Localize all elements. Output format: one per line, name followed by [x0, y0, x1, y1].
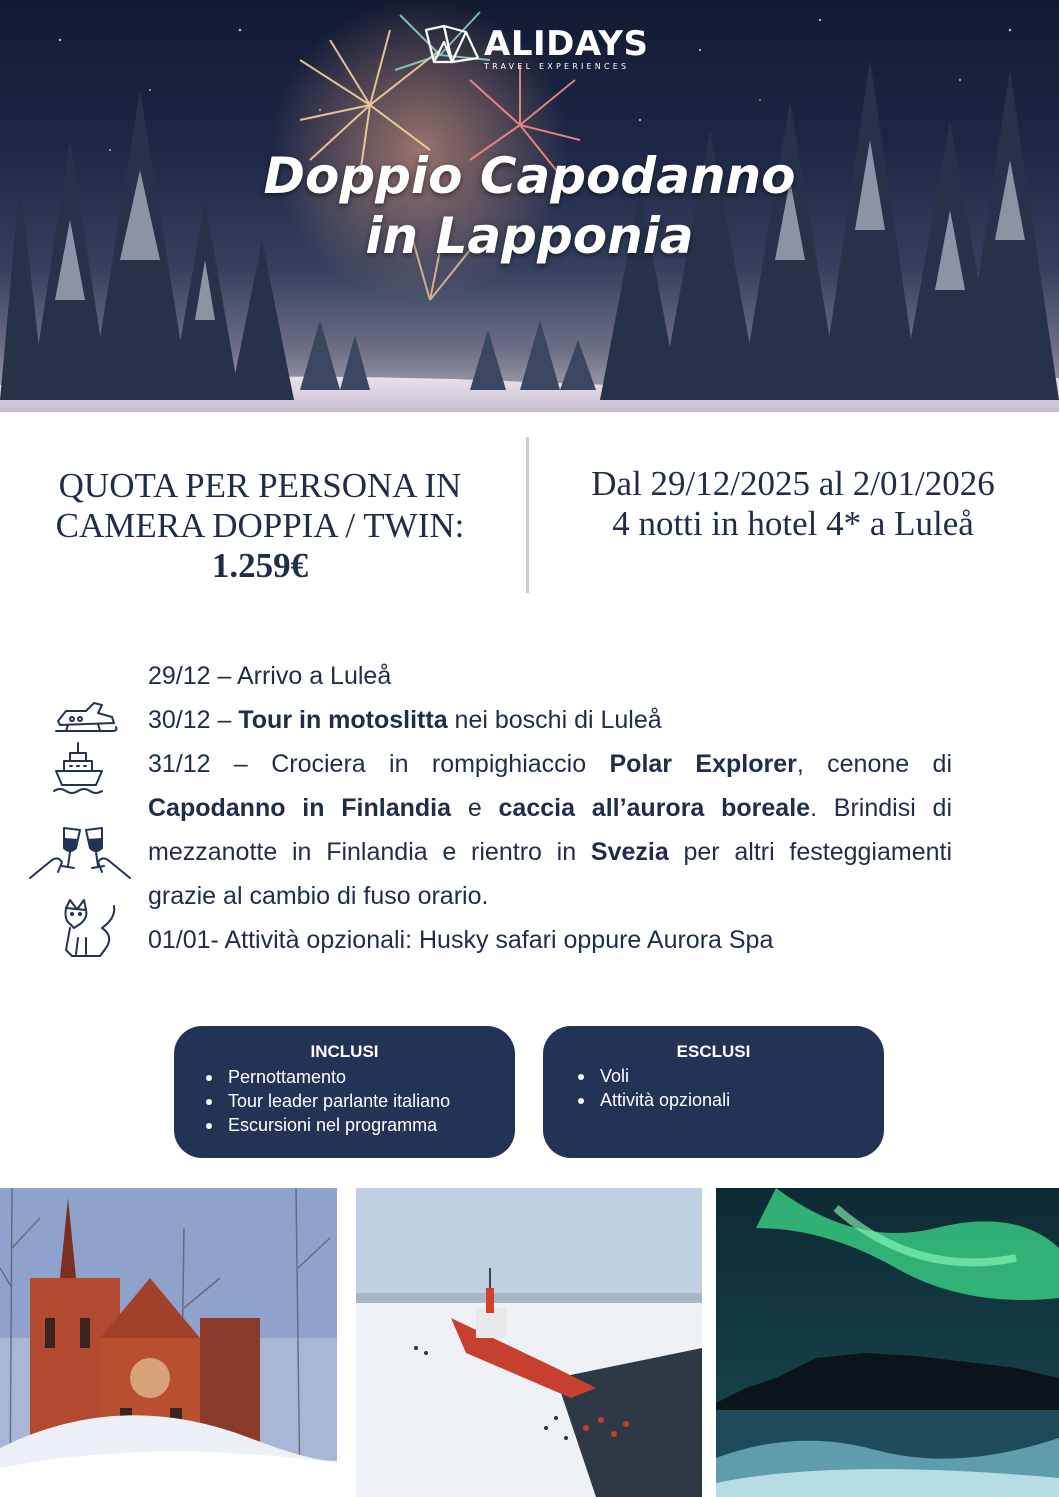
- hero-banner: [0, 0, 1059, 412]
- icebreaker-ship-image: [356, 1188, 702, 1497]
- itinerary-day-4: 01/01- Attività opzionali: Husky safari oppure Aurora Spa: [148, 926, 774, 954]
- icebreaker-photo: [356, 1188, 702, 1497]
- title-line-1: Doppio Capodanno: [263, 147, 796, 205]
- dates-block: [548, 464, 1038, 544]
- icebreaker-ship-icon: [52, 741, 106, 797]
- included-box: [174, 1026, 515, 1158]
- list-item: Attività opzionali: [578, 1088, 884, 1112]
- mountain-logo-icon: [422, 22, 482, 68]
- itinerary-day-1: 29/12 – Arrivo a Luleå: [148, 662, 392, 690]
- vertical-divider: [526, 437, 529, 593]
- dates-line-2: 4 notti in hotel 4* a Luleå: [612, 504, 974, 543]
- excluded-list: [578, 1064, 884, 1112]
- alidays-logo[interactable]: [422, 22, 649, 72]
- list-item: Pernottamento: [206, 1065, 515, 1089]
- price-block: [20, 466, 500, 586]
- aurora-photo: [716, 1188, 1059, 1497]
- excluded-title: ESCLUSI: [676, 1042, 751, 1061]
- lulea-cathedral-photo: [0, 1188, 337, 1497]
- itinerary: [148, 654, 952, 962]
- cathedral-image: [0, 1188, 337, 1497]
- list-item: Tour leader parlante italiano: [206, 1089, 515, 1113]
- brand-name: ALIDAYS: [484, 24, 649, 64]
- brand-tagline: TRAVEL EXPERIENCES: [484, 62, 630, 71]
- wine-toast-icon: [28, 822, 132, 884]
- included-list: [206, 1065, 515, 1137]
- price-value: 1.259€: [211, 546, 309, 585]
- dates-line-1: Dal 29/12/2025 al 2/01/2026: [591, 464, 995, 503]
- list-item: Voli: [578, 1064, 884, 1088]
- included-title: INCLUSI: [310, 1042, 379, 1061]
- quota-line-1: QUOTA PER PERSONA IN: [58, 466, 462, 505]
- snowmobile-icon: [52, 697, 120, 737]
- list-item: Escursioni nel programma: [206, 1113, 515, 1137]
- title-line-2: in Lapponia: [365, 207, 694, 265]
- husky-dog-icon: [56, 898, 120, 960]
- itinerary-day-2: 30/12 – Tour in motoslitta nei boschi di Luleå: [148, 706, 662, 734]
- quota-line-2: CAMERA DOPPIA / TWIN:: [55, 506, 465, 545]
- northern-lights-image: [716, 1188, 1059, 1497]
- itinerary-day-3: 31/12 – Crociera in rompighiaccio Polar Explorer, cenone di Capodanno in Finlandia e caccia all’aurora boreale. Brindisi di mezzanotte in Finlandia e rientro in Svezia per altri festeggiamenti grazie al cambio di fuso orario.: [148, 750, 953, 910]
- page-title: [0, 146, 1059, 266]
- excluded-box: [543, 1026, 884, 1158]
